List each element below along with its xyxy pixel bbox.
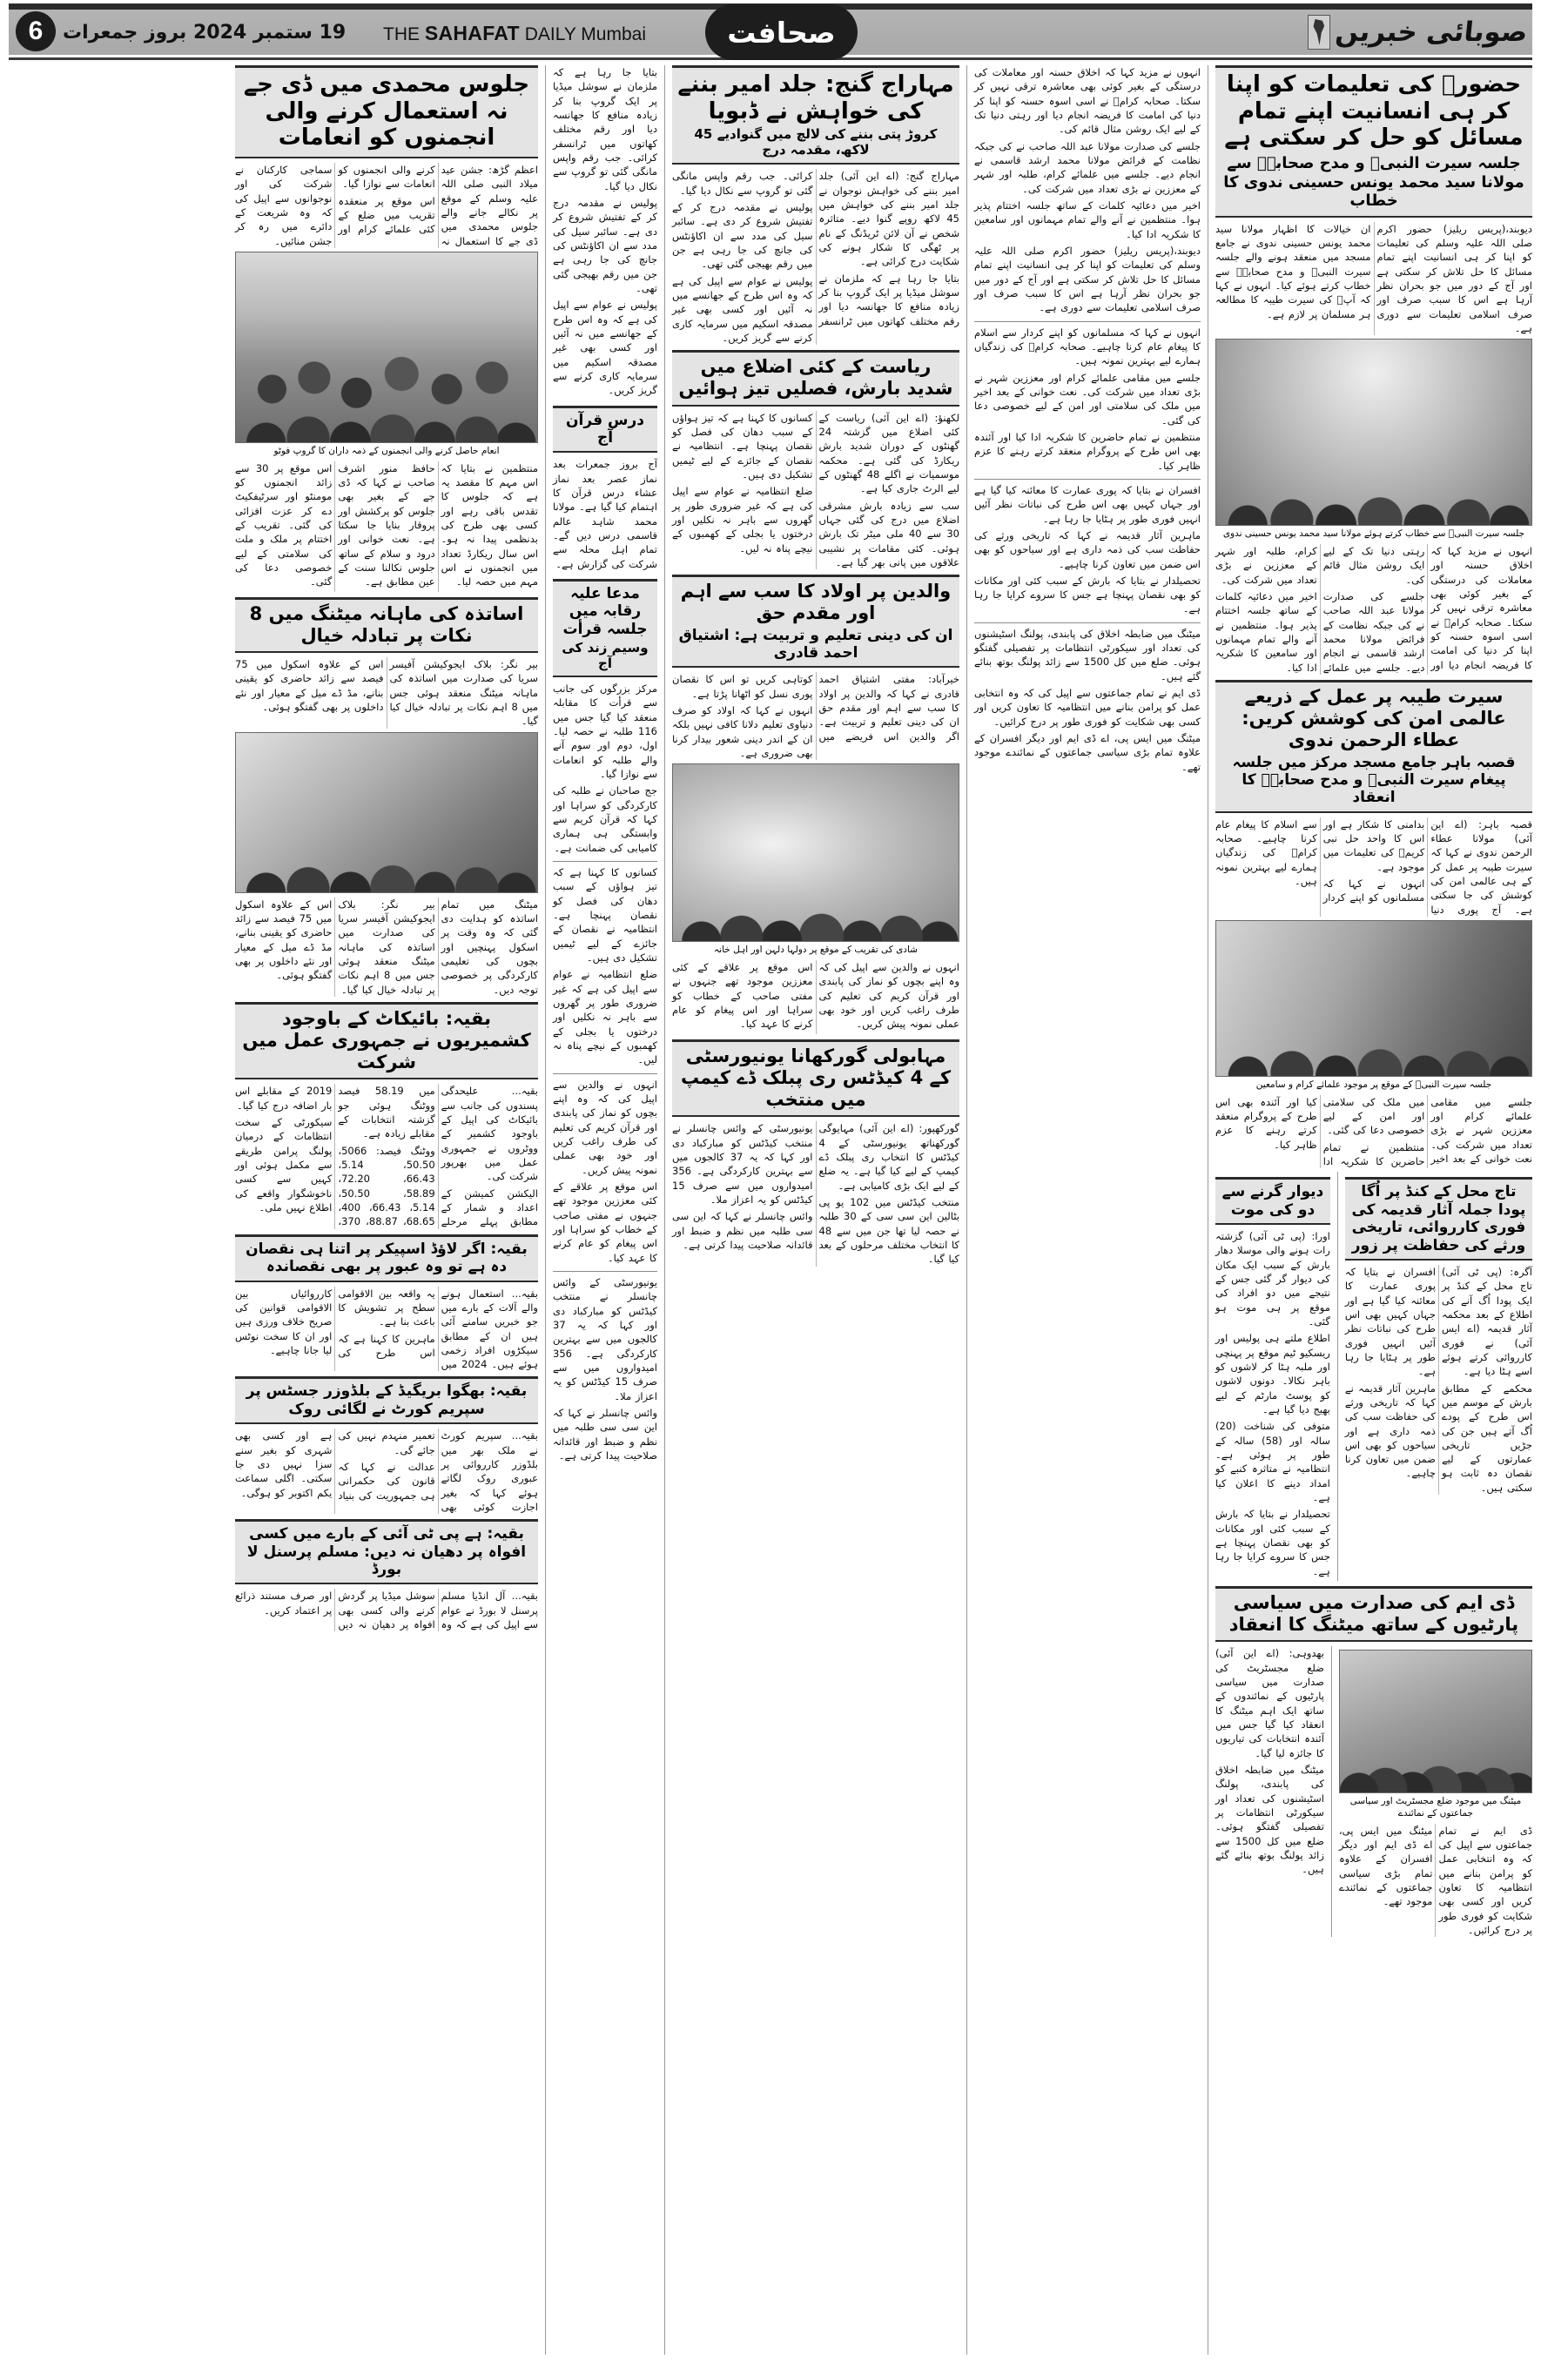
asatiza-intro-text [235,657,538,729]
lead-left-para-1: اس موقع پر منعقدہ تقریب میں ضلع کے کئی علمائے کرام اور سماجی کارکنان نے شرکت کی اور نوجوانوں سے اپیل کی کہ وہ شریعت کے دائرے میں رہ کر جشن منائیں۔ [235,164,435,247]
boycott-para-3: سیکورٹی کے سخت انتظامات کے درمیان پولنگ پرامن طریقے سے مکمل ہوئی اور کہیں سے کسی ناخوشگوار واقعے کی اطلاع نہیں ملی۔ [235,1116,333,1214]
walidain-para-1: انہوں نے کہا کہ اولاد کو صرف دنیاوی تعلیم دلانا کافی نہیں بلکہ ان کے اندر دینی شعور بیدار کرنا بھی ضروری ہے۔ [671,704,813,760]
seerat-para-1: انہوں نے کہا کہ مسلمانوں کو اپنے کردار سے اسلام کا پیغام عام کرنا چاہیے۔ صحابہ کرامؓ کی زندگیاں ہمارے لیے بہترین نمونہ ہیں۔ [1215,817,1425,904]
lead-mid-para-2: پولیس نے مقدمہ درج کر کے تفتیش شروع کر دی ہے۔ سائبر سیل کی مدد سے ان اکاؤنٹس کی جانچ کی جا رہی ہے جن میں رقم بھیجی گئی تھی۔ [672,201,813,271]
lead-right-subheadline: جلسہ سیرت النبیؐ و مدح صحابہؓ سے مولانا سید محمد یونس حسینی ندوی کا خطاب [1223,154,1524,211]
riyasat-title: ریاست کے کئی اضلاع میں شدید بارش، فصلیں تیز ہوائیں [678,356,953,400]
lead-right-para-4: اخیر میں دعائیہ کلمات کے ساتھ جلسہ اختتام پذیر ہوا۔ منتظمین نے آنے والے تمام مہمانوں اور سامعین کا شکریہ ادا کیا۔ [1215,590,1317,674]
asatiza-body-text [235,898,538,997]
seerat-sidebar-text [974,326,1201,475]
column-lead-right [1215,65,1532,2355]
riyasat-ov-0: کسانوں کا کہنا ہے کہ تیز ہواؤں کے سبب دھان کی فصل کو نقصان پہنچا ہے۔ انتظامیہ نے نقصان کے جائزے کے لیے ٹیمیں تشکیل دی ہیں۔ [553,866,657,965]
lead-left-photo-caption: انعام حاصل کرنے والی انجمنوں کے ذمہ داران کا گروپ فوٹو [273,445,500,456]
boycott-para-0: بقیہ... علیحدگی پسندوں کی جانب سے بائیکاٹ کی اپیل کے باوجود کشمیر کے ووٹروں نے جمہوری عمل میں بھرپور شرکت کی۔ [441,1085,538,1183]
india-map-icon [1308,15,1330,50]
lead-right-para-2: انہوں نے مزید کہا کہ اخلاق حسنہ اور معاملات کی درستگی کے بغیر کوئی بھی معاشرہ ترقی نہیں کر سکتا۔ صحابہ کرامؓ نے اسی اسوہ حسنہ کو اپنا کر دنیا کی امامت کا فریضہ انجام دیا اور رہتی دنیا تک کے لیے ایک روشن مثال قائم کی۔ [1322,545,1532,671]
dm-meeting-photo-wrap [1339,1646,1532,1937]
lead-right-photo-caption: جلسہ سیرت النبیؐ سے خطاب کرتے ہوئے مولانا سید محمد یونس حسینی ندوی [1222,528,1525,540]
taj-deewar-block [1215,1172,1532,1581]
israel-para-1: ماہرین کا کہنا ہے کہ اس طرح کی کارروائیاں بین الاقوامی قوانین کی صریح خلاف ورزی ہیں اور ان کا سخت نوٹس لیا جانا چاہیے۔ [235,1287,435,1359]
seerat-para-0: قصبہ باہر: (اے این آئی) مولانا عطاء الرحمن ندوی نے کہا کہ سیرت طیبہ پر عمل کر کے ہی عالمی امن کی کوشش کی جا سکتی ہے۔ آج پوری دنیا بدامنی کا شکار ہے اور اس کا واحد حل نبی کریمؐ کی تعلیمات میں موجود ہے۔ [1322,817,1532,916]
walidain-intro-text [672,672,959,760]
column-narrow [553,65,657,2355]
lead-right-side-para-c: اخیر میں دعائیہ کلمات کے ساتھ جلسہ اختتام پذیر ہوا۔ منتظمین نے آنے والے تمام مہمانوں اور سامعین کا شکریہ ادا کیا۔ [974,198,1201,240]
deewar-title: دیوار گرنے سے دو کی موت [1221,1183,1324,1219]
lead-mid-ov-1: پولیس نے مقدمہ درج کر کے تفتیش شروع کر دی ہے۔ سائبر سیل کی مدد سے ان اکاؤنٹس کی جانچ کی جا رہی ہے جن میں رقم بھیجی گئی تھی۔ [553,196,657,294]
riyasat-para-2: کسانوں کا کہنا ہے کہ تیز ہواؤں کے سبب دھان کی فصل کو نقصان پہنچا ہے۔ انتظامیہ نے نقصان کے جائزے کے لیے ٹیمیں تشکیل دی ہیں۔ [671,411,813,481]
dm-meeting-caption: میٹنگ میں موجود ضلع مجسٹریٹ اور سیاسی جماعتوں کے نمائندے [1349,1796,1522,1819]
walidain-photo-caption: شادی کی تقریب کے موقع پر دولہا دلہن اور اہل خانہ [714,945,918,956]
deewar-para-0: اورا: (پی ٹی آئی) گزشتہ رات ہونے والی موسلا دھار بارش کے سبب ایک مکان کی دیوار گر گئی جس کے نتیجے میں دو افراد کی موقع پر ہی موت ہو گئی۔ [1215,1230,1330,1328]
qirat-para-1: جج صاحبان نے طلبہ کی کارکردگی کو سراہا اور کہا کہ قرآن کریم سے وابستگی ہی ہماری کامیابی کی ضمانت ہے۔ [553,784,657,854]
english-masthead-post: DAILY Mumbai [524,24,646,44]
divider-mid-1 [974,321,1201,322]
lead-left-headline: جلوس محمدی میں ڈی جے نہ استعمال کرنے والی انجمنوں کو انعامات [243,71,530,151]
walidain-ov-1: اس موقع پر علاقے کے کئی معززین موجود تھے جنہوں نے مفتی صاحب کے خطاب کو سراہا اور اس پیغام کو عام کرنے کا عہد کیا۔ [553,1180,657,1264]
dm-para-3: میٹنگ میں ایس پی، اے ڈی ایم اور دیگر افسران کے علاوہ تمام بڑی سیاسی جماعتوں کے نمائندے موجود تھے۔ [1338,1824,1433,1908]
issue-date: 19 ستمبر 2024 بروز جمعرات [63,21,347,44]
sahafat-nameplate: صحافت [705,4,858,60]
seerat-side-para-c: منتظمین نے تمام حاضرین کا شکریہ ادا کیا اور آئندہ بھی اس طرح کے پروگرام منعقد کرتے رہنے کا عزم ظاہر کیا۔ [974,430,1201,472]
lead-right-para-3: جلسے کی صدارت مولانا عبد اللہ صاحب نے کی جبکہ نظامت کے فرائض مولانا محمد ارشد قاسمی نے انجام دیے۔ جلسے میں علمائے کرام، طلبہ اور شہر کے معززین نے بڑی تعداد میں شرکت کی۔ [1215,545,1425,674]
lead-right-para-1: ان خیالات کا اظہار مولانا سید محمد یونس حسینی ندوی نے جامع مسجد میں منعقد ہونے والے جلسہ سیرت النبیؐ و مدح صحابہؓ سے خطاب کرتے ہوئے کیا۔ انہوں نے کہا کہ آپؐ کی سیرت طیبہ کا مطالعہ ہر مسلمان پر لازم ہے۔ [1215,222,1371,320]
provincial-news-logo: صوبائی خبریں [1333,16,1529,48]
english-masthead-pre: THE [383,24,420,44]
dars-quran-para-0: آج بروز جمعرات بعد نماز عصر بعد نماز عشاء درس قرآن کا اہتمام کیا گیا ہے۔ مولانا محمد شاہد عالم قاسمی درس دیں گے۔ تمام اہل محلہ سے شرکت کی گزارش ہے۔ [553,458,657,570]
walidain-photo [672,763,959,942]
divider-col-c-b [664,65,665,2355]
asatiza-ov-1: اس کے علاوہ اسکول میں 75 فیصد سے زائد حاضری کو یقینی بنانے، مڈ ڈے میل کے معیار اور نئے داخلوں پر بھی گفتگو ہوئی۔ [235,898,333,982]
walidain-para-2: انہوں نے والدین سے اپیل کی کہ وہ اپنے بچوں کو نماز کی پابندی اور قرآن کریم کی تعلیم کی طرف راغب کریں اور خود بھی عملی نمونہ پیش کریں۔ [818,961,959,1031]
seerat-body-text [1215,1095,1532,1169]
gorkhana-para-0: گورکھپور: (اے این آئی) مہایوگی گورکھناتھ یونیورسٹی کے 4 کیڈٹس کا انتخاب ری پبلک ڈے کیمپ کے لیے کیا گیا ہے۔ یہ ضلع کے لیے ایک بڑی کامیابی ہے۔ [818,1122,959,1192]
page-content-grid [9,65,1532,2355]
riyasat-para-0: لکھنؤ: (اے این آئی) ریاست کے کئی اضلاع میں گزشتہ 24 گھنٹوں کے دوران شدید بارش ریکارڈ کی گئی ہے۔ محکمہ موسمیات نے اگلے 48 گھنٹوں کے لیے الرٹ جاری کیا ہے۔ [818,411,959,495]
deewar-body-text [1215,1229,1330,1578]
walidain-ov-0: انہوں نے والدین سے اپیل کی کہ وہ اپنے بچوں کو نماز کی پابندی اور قرآن کریم کی تعلیم کی طرف راغب کریں اور خود بھی عملی نمونہ پیش کریں۔ [553,1078,657,1176]
deewar-story [1215,1172,1330,1581]
walidain-body-text [672,960,959,1034]
lead-right-para-0: دیوبند،(پریس ریلیز) حضور اکرم صلی اللہ علیہ وسلم کی تعلیمات کو اپنا کر ہی انسانیت اپنے تمام مسائل کا حل تلاش کر سکتی ہے اور آج کے دور میں جو بحران نظر آرہا ہے اس کا سبب صرف اور صرف اسلامی تعلیمات سے دوری ہے۔ [1376,222,1532,335]
lead-left-photo [235,252,538,443]
lead-right-intro-text [1215,222,1532,336]
lead-right-side-para-d: دیوبند،(پریس ریلیز) حضور اکرم صلی اللہ علیہ وسلم کی تعلیمات کو اپنا کر ہی انسانیت اپنے تمام مسائل کا حل تلاش کر سکتی ہے اور آج کے دور میں جو بحران نظر آرہا ہے اس کا سبب صرف اور صرف اسلامی تعلیمات سے دوری ہے۔ [974,244,1201,314]
dm-para-0: بھدوہی: (اے این آئی) ضلع مجسٹریٹ کی صدارت میں سیاسی پارٹیوں کے نمائندوں کے ساتھ ایک اہم میٹنگ کا انعقاد کیا گیا جس میں آئندہ انتخابات کی تیاریوں کا جائزہ لیا گیا۔ [1215,1647,1324,1759]
boycott-para-2: ووٹنگ فیصد: 5066، 50.50، 5.14، 66.43، 72.20، 58.89، 50.50، 5.14، 66.43، 400، 68.65، 88.87، 370، 2019 کے مقابلے اس بار اضافہ درج کیا گیا۔ [235,1085,435,1228]
lead-left-intro-text [235,163,538,248]
dm-meeting-body-text [1215,1646,1324,1937]
gorkhana-overflow [553,1275,657,1465]
lead-mid-para-1: بتایا جا رہا ہے کہ ملزمان نے سوشل میڈیا پر ایک گروپ بنا کر زیادہ منافع کا جھانسہ دیا اور رقم مختلف کھاتوں میں ٹرانسفر کرائی۔ جب رقم واپس مانگی گئی تو گروپ سے نکال دیا گیا۔ [672,170,959,327]
lead-left-body-text [235,461,538,592]
ptsd-para-0: بقیہ... آل انڈیا مسلم پرسنل لا بورڈ نے عوام سے اپیل کی ہے کہ وہ سوشل میڈیا پر گردش کرنے والی کسی بھی افواہ پر دھیان نہ دیں اور صرف مستند ذرائع پر اعتماد کریں۔ [235,1590,538,1631]
column-lead-left [235,65,538,2355]
english-masthead [383,22,646,45]
lead-left-para-4: اس موقع پر 30 سے زائد انجمنوں کو مومنٹو اور سرٹیفکیٹ دے کر عزت افزائی کی گئی۔ تقریب کے اختتام پر ملک و ملت کی سلامتی کے لیے خصوصی دعا کی گئی۔ [235,461,333,588]
boycott-para-1: الیکشن کمیشن کے اعداد و شمار کے مطابق پہلے مرحلے میں 58.19 فیصد ووٹنگ ہوئی جو گزشتہ انتخابات کے مقابلے زیادہ ہے۔ [338,1085,538,1228]
lead-mid-para-3: پولیس نے عوام سے اپیل کی ہے کہ وہ اس طرح کے جھانسے میں نہ آئیں اور کسی بھی غیر مصدقہ اسکیم میں سرمایہ کاری کرنے سے گریز کریں۔ [672,274,813,344]
divider-narrow-3 [553,1271,657,1272]
column-center [672,65,959,2355]
section-head-dars-quran [553,406,657,454]
gorkhana-body-text [672,1121,959,1266]
seerat-side-para-b: جلسے میں مقامی علمائے کرام اور معززین شہر نے بڑی تعداد میں شرکت کی۔ نعت خوانی کے بعد اخیر میں ملک کی سلامتی اور امن کے لیے خصوصی دعا کی گئی۔ [974,371,1201,427]
walidain-overflow [553,1078,657,1267]
dars-quran-body [553,457,657,574]
bulldozer-para-1: عدالت نے کہا کہ قانون کی حکمرانی ہی جمہوریت کی بنیاد ہے اور کسی بھی شہری کو بغیر سنے سزا نہیں دی جا سکتی۔ اگلی سماعت یکم اکتوبر کو ہوگی۔ [235,1429,435,1502]
dm-meeting-title: ڈی ایم کی صدارت میں سیاسی پارٹیوں کے ساتھ میٹنگ کا انعقاد [1228,1591,1519,1636]
gorkhana-para-1: منتخب کیڈٹس میں 102 یو پی بٹالین این سی سی کے 30 طلبہ نے حصہ لیا تھا جن میں سے 48 کا انتخاب مختلف مرحلوں کے بعد کیا گیا۔ [818,1195,959,1266]
column-middle-right [974,65,1201,2355]
walidain-para-3: اس موقع پر علاقے کے کئی معززین موجود تھے جنہوں نے مفتی صاحب کے خطاب کو سراہا اور اس پیغام کو عام کرنے کا عہد کیا۔ [672,961,813,1031]
walidain-title-2: ان کی دینی تعلیم و تربیت ہے: اشتیاق احمد قادری [678,626,953,662]
seerat-side-para-a: انہوں نے کہا کہ مسلمانوں کو اپنے کردار سے اسلام کا پیغام عام کرنا چاہیے۔ صحابہ کرامؓ کی زندگیاں ہمارے لیے بہترین نمونہ ہیں۔ [974,326,1201,367]
qirat-title-2: وسیم زند کی آج [562,640,649,672]
section-head-qirat [553,579,657,677]
bulldozer-para-0: بقیہ... سپریم کورٹ نے ملک بھر میں بلڈوزر کارروائی پر عبوری روک لگاتے ہوئے کہا کہ بغیر اجازت کوئی بھی تعمیر منہدم نہیں کی جائے گی۔ [338,1429,538,1513]
taj-para-1: محکمے کے مطابق بارش کے موسم میں اس طرح کے پودے اُگ آتے ہیں جن کی جڑیں تاریخی عمارتوں کے لیے نقصان دہ ثابت ہو سکتی ہیں۔ [1441,1382,1532,1494]
masthead-left-brand [1308,15,1527,50]
seerat-intro-text [1215,817,1532,917]
israel-pager-title: بقیہ: اگر لاؤڈ اسپیکر پر اتنا ہی نقصان دہ ہے تو وہ عبور پر بھی نقصاندہ [246,1240,528,1276]
dm-side-para-c: میٹنگ میں ایس پی، اے ڈی ایم اور دیگر افسران کے علاوہ تمام بڑی سیاسی جماعتوں کے نمائندے موجود تھے۔ [974,732,1201,773]
seerat-para-2: جلسے میں مقامی علمائے کرام اور معززین شہر نے بڑی تعداد میں شرکت کی۔ نعت خوانی کے بعد اخیر میں ملک کی سلامتی اور امن کے لیے خصوصی دعا کی گئی۔ [1322,1095,1532,1165]
asatiza-para-0: بیر نگر: بلاک ایجوکیشن آفیسر سریا کی صدارت میں اساتذہ کی ماہانہ میٹنگ منعقد ہوئی جس میں 8 اہم نکات پر تبادلہ خیال کیا گیا۔ [389,657,539,728]
taj-sidebar-text [974,483,1201,619]
lead-mid-headline-band [672,65,959,165]
riyasat-para-3: ضلع انتظامیہ نے عوام سے اپیل کی ہے کہ غیر ضروری طور پر گھروں سے باہر نہ نکلیں اور درختوں یا بجلی کے کھمبوں کے نیچے پناہ نہ لیں۔ [672,485,813,555]
lead-mid-ov-0: بتایا جا رہا ہے کہ ملزمان نے سوشل میڈیا پر ایک گروپ بنا کر زیادہ منافع کا جھانسہ دیا اور رقم مختلف کھاتوں میں ٹرانسفر کرائی۔ جب رقم واپس مانگی گئی تو گروپ سے نکال دیا گیا۔ [553,66,657,192]
lead-left-para-0: اعظم گڑھ: جشن عید میلاد النبی صلی اللہ علیہ وسلم کے موقع پر نکالے جانے والے جلوس محمدی میں ڈی جے کا استعمال نہ کرنے والی انجمنوں کو انعامات سے نوازا گیا۔ [338,164,538,247]
boycott-body-text [235,1084,538,1228]
english-masthead-main: SAHAFAT [424,22,520,44]
boycott-title: بقیہ: بائیکاٹ کے باوجود کشمیریوں نے جمہوری عمل میں شرکت [242,1007,531,1073]
lead-mid-body-text [672,169,959,345]
asatiza-title: اساتذہ کی ماہانہ میٹنگ میں 8 نکات پر تبادلہ خیال [249,602,524,646]
seerat-title-1: سیرت طیبہ پر عمل کے ذریعے عالمی امن کی کوشش کریں: عطاء الرحمن ندوی [1242,686,1506,751]
gorkhana-ov-0: یونیورسٹی کے وائس چانسلر نے منتخب کیڈٹس کو مبارکباد دی اور کہا کہ یہ 37 کالجوں میں سے بہترین کارکردگی ہے۔ 356 امیدواروں میں سے صرف 15 کیڈٹس کو یہ اعزاز ملا۔ [553,1275,657,1402]
taj-title: تاج محل کے کنڈ پر اُگا پودا جملہ آثار قدیمہ کی فوری کارروائی، تاریخی ورثے کی حفاظت پر زور [1351,1183,1526,1254]
israel-pager-body [235,1287,538,1372]
divider-col-e-d [966,65,967,2355]
divider-narrow-1 [553,861,657,862]
qirat-title-1: مدعا علیہ رقابہ میں جلسہ قرأت [562,584,648,638]
dm-meeting-photo [1339,1650,1532,1793]
dars-quran-title: درس قرآن آج [566,411,644,447]
lead-right-body-text [1215,544,1532,675]
gorkhana-para-2: یونیورسٹی کے وائس چانسلر نے منتخب کیڈٹس کو مبارکباد دی اور کہا کہ یہ 37 کالجوں میں سے بہترین کارکردگی ہے۔ 356 امیدواروں میں سے صرف 15 کیڈٹس کو یہ اعزاز ملا۔ [672,1122,813,1206]
newspaper-page [0,3,1541,2380]
lead-right-side-para-a: انہوں نے مزید کہا کہ اخلاق حسنہ اور معاملات کی درستگی کے بغیر کوئی بھی معاشرہ ترقی نہیں کر سکتا۔ صحابہ کرامؓ نے اسی اسوہ حسنہ کو اپنا کر دنیا کی امامت کا فریضہ انجام دیا اور رہتی دنیا تک کے لیے ایک روشن مثال قائم کی۔ [974,66,1201,136]
taj-side-para-a: افسران نے بتایا کہ پوری عمارت کا معائنہ کیا گیا ہے اور جہاں کہیں بھی اس طرح کی نباتات نظر آئیں انہیں فوری طور پر ہٹایا جا رہا ہے۔ [974,483,1201,525]
section-head-dm-meeting [1215,1586,1532,1642]
ptsd-body [235,1589,538,1631]
section-head-ptsd [235,1519,538,1584]
section-head-taj-mahal [1345,1177,1532,1261]
riyasat-para-1: سب سے زیادہ بارش مشرقی اضلاع میں درج کی گئی جہاں 30 سے 40 ملی میٹر تک بارش ہوئی۔ کئی مقامات پر نشیبی علاقوں میں پانی بھر گیا ہے۔ [818,499,959,568]
qirat-para-0: مرکز بزرگوں کی جانب سے قرأت کا مقابلہ منعقد کیا گیا جس میں 116 طلبہ نے حصہ لیا۔ اول، دوم اور سوم آنے والے طلبہ کو انعامات سے نوازا گیا۔ [553,682,657,781]
taj-mahal-story [1345,1172,1532,1581]
asatiza-photo [235,732,538,893]
lead-mid-subheadline: کروڑ پتی بننے کی لالچ میں گنوادیے 45 لاکھ، مقدمہ درج [694,126,938,158]
lead-mid-para-0: مہاراج گنج: (اے این آئی) جلد امیر بننے کی خواہش نوجوان نے جلد امیر بننے کی خواہش میں 45 لاکھ روپے گنوا دیے۔ متاثرہ شخص نے آن لائن ٹریڈنگ کے نام پر ٹھگی کا شکار ہونے کی شکایت درج کرائی ہے۔ [818,170,959,268]
walidain-para-0: خیرآباد: مفتی اشتیاق احمد قادری نے کہا کہ والدین پر اولاد کا سب سے اہم اور مقدم حق ان کی دینی تعلیم و تربیت ہے۔ اگر والدین اس فریضے میں کوتاہی کریں تو اس کا نقصان پوری نسل کو اٹھانا پڑتا ہے۔ [672,673,959,743]
israel-para-0: بقیہ... استعمال ہونے والے آلات کے بارے میں جو خبریں سامنے آئی ہیں ان کے مطابق سیکڑوں افراد زخمی ہوئے ہیں۔ 2024 میں یہ واقعہ بین الاقوامی سطح پر تشویش کا باعث بنا ہے۔ [338,1287,538,1371]
dm-side-para-b: ڈی ایم نے تمام جماعتوں سے اپیل کی کہ وہ انتخابی عمل کو پرامن بنانے میں انتظامیہ کا تعاون کریں اور کسی بھی شکایت کو فوری طور پر درج کرائیں۔ [974,687,1201,728]
divider-mid-3 [974,622,1201,623]
dm-meeting-body-lower [1339,1824,1532,1938]
bulldozer-body [235,1429,538,1514]
lead-right-headline-band [1215,65,1532,218]
deewar-para-3: تحصیلدار نے بتایا کہ بارش کے سبب کئی اور مکانات کو بھی نقصان پہنچا ہے جس کا سروے کرایا جا رہا ہے۔ [1215,1508,1330,1577]
asatiza-ov-0: بیر نگر: بلاک ایجوکیشن آفیسر سریا کی صدارت میں اساتذہ کی ماہانہ میٹنگ منعقد ہوئی جس میں 8 اہم نکات پر تبادلہ خیال کیا گیا۔ [338,898,435,996]
masthead [9,3,1532,60]
dm-para-1: میٹنگ میں ضابطہ اخلاق کی پابندی، پولنگ اسٹیشنوں کی تعداد اور سیکورٹی انتظامات پر تفصیلی گفتگو ہوئی۔ ضلع میں کل 1500 سے زائد پولنگ بوتھ بنائے گئے ہیں۔ [1215,1763,1324,1876]
riyasat-overflow [553,865,657,1070]
riyasat-ov-1: ضلع انتظامیہ نے عوام سے اپیل کی ہے کہ غیر ضروری طور پر گھروں سے باہر نہ نکلیں اور درختوں یا بجلی کے کھمبوں کے نیچے پناہ نہ لیں۔ [553,968,657,1066]
gorkhana-title: مہابولی گورکھانا یونیورسٹی کے 4 کیڈٹس ری پبلک ڈے کیمپ میں منتخب [680,1045,952,1111]
dm-sidebar-text [974,627,1201,777]
lead-right-sidebar-text [974,65,1201,318]
seerat-title-2: قصبہ باہر جامع مسجد مرکز میں جلسہ پیغام سیرت النبیؐ و مدح صحابہؓ کا انعقاد [1232,753,1516,807]
taj-para-3: ماہرین آثار قدیمہ نے کہا کہ تاریخی ورثے کی حفاظت سب کی ذمہ داری ہے اور سیاحوں کو بھی اس ضمن میں تعاون کرنا چاہیے۔ [1344,1382,1436,1480]
gorkhana-para-3: وائس چانسلر نے کہا کہ این سی سی طلبہ میں نظم و ضبط اور قائدانہ صلاحیت پیدا کرتی ہے۔ [672,1210,813,1251]
section-head-bulldozer [235,1376,538,1424]
asatiza-para-1: اس کے علاوہ اسکول میں 75 فیصد سے زائد حاضری کو یقینی بنانے، مڈ ڈے میل کے معیار اور نئے داخلوں پر بھی گفتگو ہوئی۔ [235,657,384,713]
taj-body-text [1345,1265,1532,1495]
lead-left-para-2: منتظمین نے بتایا کہ اس مہم کا مقصد یہ ہے کہ جلوس کا تقدس باقی رہے اور کسی بھی طرح کی بدنظمی پیدا نہ ہو۔ اس سال ریکارڈ تعداد میں انجمنوں نے اس مہم میں حصہ لیا۔ [441,461,538,588]
dm-side-para-a: میٹنگ میں ضابطہ اخلاق کی پابندی، پولنگ اسٹیشنوں کی تعداد اور سیکورٹی انتظامات پر تفصیلی گفتگو ہوئی۔ ضلع میں کل 1500 سے زائد پولنگ بوتھ بنائے گئے ہیں۔ [974,627,1201,682]
divider-narrow-2 [553,1073,657,1074]
taj-para-0: آگرہ: (پی ٹی آئی) تاج محل کے کنڈ پر ایک پودا اُگ آنے کی اطلاع کے بعد محکمہ آثار قدیمہ (اے ایس آئی) نے فوری کارروائی کرتے ہوئے اسے ہٹا دیا ہے۔ [1441,1265,1532,1378]
riyasat-body-text [672,411,959,570]
lead-left-para-3: حافظ منور اشرف صاحب نے کہا کہ ڈی جے کے بغیر بھی جلوس کو پرکشش اور پروقار بنایا جا سکتا ہے۔ نعت خوانی اور درود و سلام کے ساتھ جلوس نکالنا سنت کے عین مطابق ہے۔ [338,461,435,588]
seerat-para-3: منتظمین نے تمام حاضرین کا شکریہ ادا کیا اور آئندہ بھی اس طرح کے پروگرام منعقد کرتے رہنے کا عزم ظاہر کیا۔ [1215,1095,1425,1167]
lead-mid-headline: مہاراج گنج: جلد امیر بننے کی خواہش نے ڈبویا [677,71,954,124]
gorkhana-ov-1: وائس چانسلر نے کہا کہ این سی سی طلبہ میں نظم و ضبط اور قائدانہ صلاحیت پیدا کرتی ہے۔ [553,1406,657,1462]
divider-col-b-a [545,65,546,2355]
section-head-asatiza [235,597,538,653]
qirat-body [553,682,657,857]
dm-meeting-block [1215,1646,1532,1937]
section-head-boycott [235,1002,538,1080]
ptsd-title: بقیہ: ہے پی ٹی آئی کے بارے میں کسی افواہ پر دھیان نہ دیں: مسلم پرسنل لا بورڈ [246,1525,527,1579]
taj-side-para-b: ماہرین آثار قدیمہ نے کہا کہ تاریخی ورثے کی حفاظت سب کی ذمہ داری ہے اور سیاحوں کو بھی اس ضمن میں تعاون کرنا چاہیے۔ [974,528,1201,570]
section-head-seerat-tayyiba [1215,680,1532,813]
taj-side-para-c: تحصیلدار نے بتایا کہ بارش کے سبب کئی اور مکانات کو بھی نقصان پہنچا ہے جس کا سروے کرایا جا رہا ہے۔ [974,574,1201,615]
divider-dm [1331,1646,1332,1937]
page-number-badge: 6 [16,11,56,51]
divider-taj-deewar [1337,1172,1338,1581]
lead-mid-overflow-text [553,65,657,400]
deewar-para-1: اطلاع ملتے ہی پولیس اور ریسکیو ٹیم موقع پر پہنچی اور ملبہ ہٹا کر لاشوں کو باہر نکالا۔ دونوں لاشوں کو پوسٹ مارٹم کے لیے بھیج دیا گیا ہے۔ [1215,1332,1330,1416]
deewar-para-2: متوفی کی شناخت (20) سالہ اور (58) سالہ کے طور پر ہوئی ہے۔ انتظامیہ نے متاثرہ کنبے کو امداد دینے کا اعلان کیا ہے۔ [1215,1420,1330,1504]
section-head-gorkhana [672,1039,959,1118]
section-head-walidain [672,575,959,668]
section-head-riyasat [672,350,959,406]
walidain-title-1: والدین پر اولاد کا سب سے اہم اور مقدم حق [680,581,952,624]
asatiza-para-2: میٹنگ میں تمام اساتذہ کو ہدایت دی گئی کہ وہ وقت پر اسکول پہنچیں اور بچوں کی تعلیمی کارکردگی پر خصوصی توجہ دیں۔ [441,898,538,996]
seerat-photo [1215,920,1532,1077]
lead-left-headline-band [235,65,538,158]
dm-para-2: ڈی ایم نے تمام جماعتوں سے اپیل کی کہ وہ انتخابی عمل کو پرامن بنانے میں انتظامیہ کا تعاون کریں اور کسی بھی شکایت کو فوری طور پر درج کرائیں۔ [1438,1824,1532,1936]
seerat-photo-caption: جلسہ سیرت النبیؐ کے موقع پر موجود علمائے کرام و سامعین [1255,1079,1492,1091]
bulldozer-title: بقیہ: بھگوا بریگیڈ کے بلڈوزر جسٹس پر سپریم کورٹ نے لگائی روک [246,1382,528,1418]
lead-right-headline: حضورؐ کی تعلیمات کو اپنا کر ہی انسانیت اپنے تمام مسائل کو حل کر سکتی ہے [1224,71,1524,151]
lead-right-side-para-b: جلسے کی صدارت مولانا عبد اللہ صاحب نے کی جبکہ نظامت کے فرائض مولانا محمد ارشد قاسمی نے انجام دیے۔ جلسے میں علمائے کرام، طلبہ اور شہر کے معززین نے بڑی تعداد میں شرکت کی۔ [974,139,1201,195]
section-head-deewar [1215,1177,1330,1225]
section-head-israel-pager [235,1234,538,1282]
divider-mid-2 [974,479,1201,480]
taj-para-2: افسران نے بتایا کہ پوری عمارت کا معائنہ کیا گیا ہے اور جہاں کہیں بھی اس طرح کی نباتات نظر آئیں انہیں فوری طور پر ہٹایا جا رہا ہے۔ [1344,1265,1436,1378]
lead-right-photo [1215,339,1532,526]
lead-mid-ov-2: پولیس نے عوام سے اپیل کی ہے کہ وہ اس طرح کے جھانسے میں نہ آئیں اور کسی بھی غیر مصدقہ اسکیم میں سرمایہ کاری کرنے سے گریز کریں۔ [553,299,657,397]
